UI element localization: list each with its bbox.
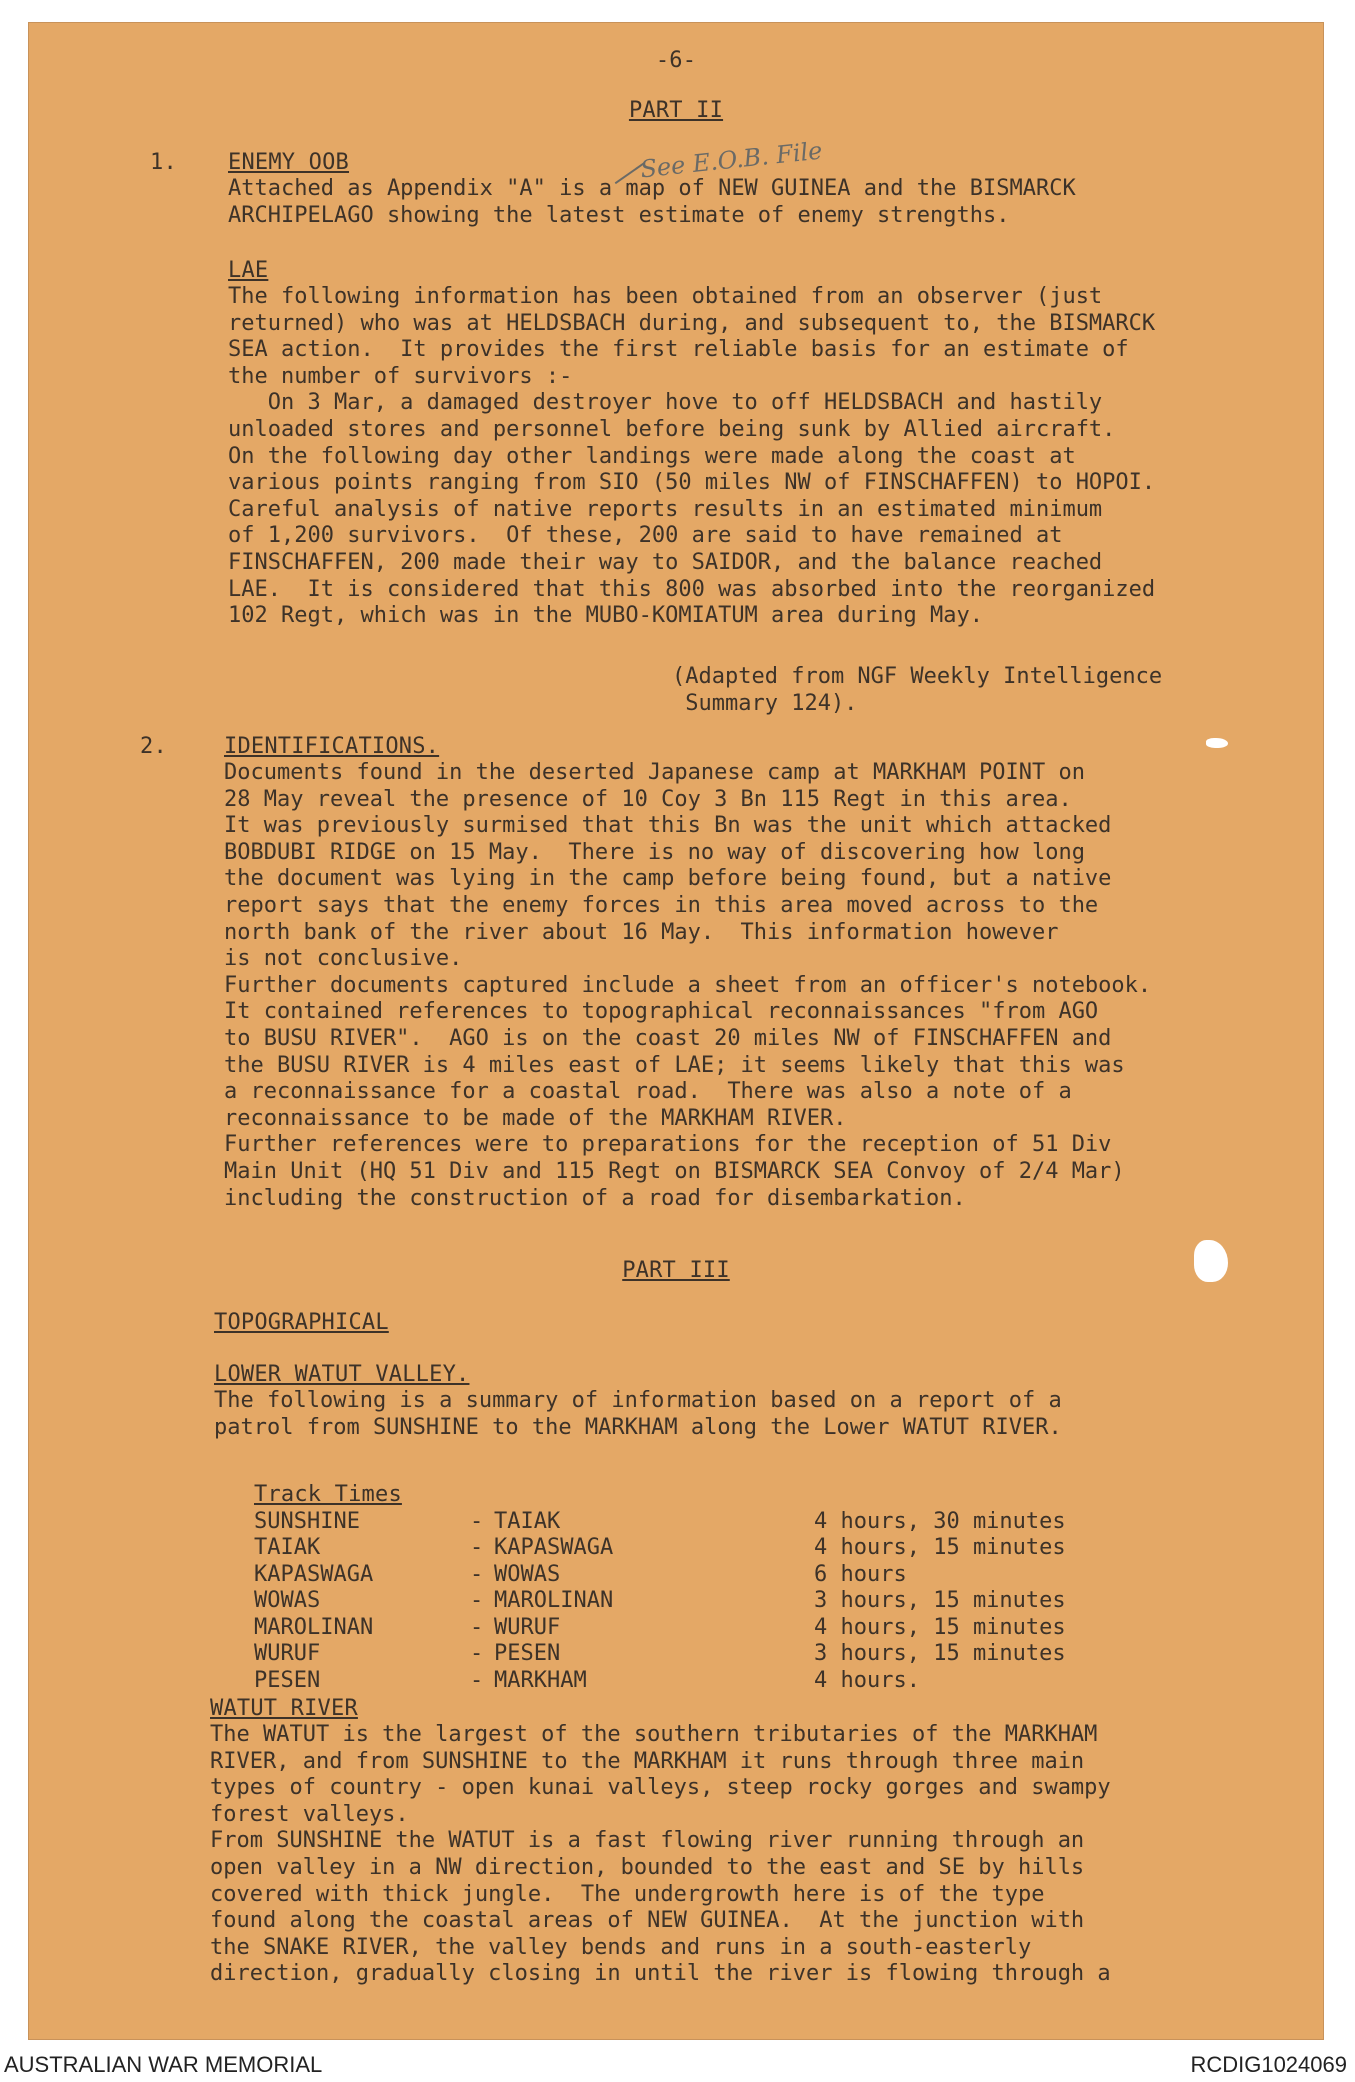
lae-source [672, 664, 1162, 717]
track-to: KAPASWAGA [494, 1535, 614, 1561]
track-time: 4 hours. [814, 1667, 920, 1693]
text-line: open valley in a NW direction, bounded to the east and SE by hills [210, 1854, 1085, 1880]
track-from: PESEN [254, 1667, 321, 1693]
text-line: The WATUT is the largest of the southern tributaries of the MARKHAM [210, 1722, 1098, 1747]
track-to: WOWAS [494, 1561, 561, 1587]
text-line: covered with thick jungle. The undergrowth here is of the type [210, 1881, 1045, 1907]
text-line: forest valleys. [210, 1801, 409, 1827]
text-line: RIVER, and from SUNSHINE to the MARKHAM it runs through three main [210, 1748, 1085, 1774]
footer-id: RCDIG1024069 [1190, 2052, 1347, 2077]
track-to: PESEN [494, 1641, 561, 1667]
text-line: Summary 124). [672, 690, 858, 716]
track-to: WURUF [494, 1614, 561, 1640]
track-from: SUNSHINE [254, 1508, 360, 1534]
handwritten-annotation: See E.O.B. File [639, 136, 824, 184]
text-line: report says that the enemy forces in this area moved across to the [224, 892, 1099, 918]
text-line: types of country - open kunai valleys, steep rocky gorges and swampy [210, 1775, 1111, 1801]
text-line: reconnaissance to be made of the MARKHAM RIVER. [224, 1105, 847, 1131]
track-dash: - [470, 1561, 484, 1587]
text-line: From SUNSHINE the WATUT is a fast flowing river running through an [210, 1828, 1085, 1854]
track-time-row [254, 1535, 1114, 1562]
lae-heading: LAE [228, 258, 269, 283]
text-line: LAE. It is considered that this 800 was absorbed into the reorganized [228, 576, 1156, 602]
track-from: TAIAK [254, 1535, 321, 1561]
text-line: On 3 Mar, a damaged destroyer hove to off HELDSBACH and hastily [228, 390, 1103, 416]
track-time-row [254, 1667, 1114, 1694]
part-three-title: PART III [622, 1258, 730, 1283]
track-time: 3 hours, 15 minutes [814, 1641, 1066, 1667]
track-times-heading: Track Times [254, 1482, 402, 1507]
text-line: (Adapted from NGF Weekly Intelligence [672, 664, 1163, 689]
section-1-heading: ENEMY OOB [228, 150, 350, 175]
track-time: 4 hours, 15 minutes [814, 1535, 1066, 1561]
text-line: the BUSU RIVER is 4 miles east of LAE; it seems likely that this was [224, 1052, 1125, 1078]
section-2-heading: IDENTIFICATIONS. [224, 734, 440, 759]
watut-river-text [210, 1722, 1111, 1988]
text-line: of 1,200 survivors. Of these, 200 are said to have remained at [228, 523, 1063, 549]
text-line: found along the coastal areas of NEW GUINEA. At the junction with [210, 1908, 1085, 1934]
text-line: to BUSU RIVER". AGO is on the coast 20 miles NW of FINSCHAFFEN and [224, 1025, 1112, 1051]
watut-river-heading: WATUT RIVER [210, 1696, 358, 1721]
topographical-heading: TOPOGRAPHICAL [214, 1310, 389, 1335]
text-line: Main Unit (HQ 51 Div and 115 Regt on BISMARCK SEA Convoy of 2/4 Mar) [224, 1158, 1125, 1184]
text-line: The following information has been obtained from an observer (just [228, 284, 1103, 309]
lae-text [228, 284, 1155, 630]
text-line: SEA action. It provides the first reliable basis for an estimate of [228, 337, 1129, 363]
track-time-row [254, 1614, 1114, 1641]
text-line: direction, gradually closing in until the river is flowing through a [210, 1961, 1111, 1987]
text-line: is not conclusive. [224, 946, 463, 972]
track-dash: - [470, 1641, 484, 1667]
text-line: unloaded stores and personnel before being sunk by Allied aircraft. [228, 416, 1116, 442]
paper-hole [1194, 1240, 1228, 1282]
track-from: MAROLINAN [254, 1614, 374, 1640]
text-line: ARCHIPELAGO showing the latest estimate of enemy strengths. [228, 202, 1010, 228]
section-2-number: 2. [140, 734, 167, 759]
text-line: the number of survivors :- [228, 363, 573, 389]
text-line: returned) who was at HELDSBACH during, and subsequent to, the BISMARCK [228, 310, 1156, 336]
paper-tear [1206, 738, 1228, 748]
track-to: MAROLINAN [494, 1588, 614, 1614]
track-time: 4 hours, 15 minutes [814, 1614, 1066, 1640]
track-from: WOWAS [254, 1588, 321, 1614]
text-line: various points ranging from SIO (50 miles NW of FINSCHAFFEN) to HOPOI. [228, 470, 1156, 496]
track-dash: - [470, 1588, 484, 1614]
text-line: Further documents captured include a sheet from an officer's notebook. [224, 972, 1152, 998]
page-number: -6- [655, 48, 697, 73]
text-line: patrol from SUNSHINE to the MARKHAM along the Lower WATUT RIVER. [214, 1414, 1062, 1440]
footer-source: AUSTRALIAN WAR MEMORIAL [4, 2052, 323, 2077]
document-page [28, 22, 1324, 2040]
track-dash: - [470, 1535, 484, 1561]
track-to: MARKHAM [494, 1667, 587, 1693]
track-dash: - [470, 1614, 484, 1640]
part-two-title: PART II [628, 98, 724, 123]
text-line: the SNAKE RIVER, the valley bends and runs in a south-easterly [210, 1934, 1032, 1960]
track-from: WURUF [254, 1641, 321, 1667]
text-line: Attached as Appendix "A" is a map of NEW GUINEA and the BISMARCK [228, 176, 1076, 201]
text-line: Further references were to preparations for the reception of 51 Div [224, 1132, 1112, 1158]
track-times-table [254, 1508, 1114, 1694]
track-time-row [254, 1588, 1114, 1615]
track-time: 6 hours [814, 1561, 907, 1587]
text-line: the document was lying in the camp before being found, but a native [224, 866, 1112, 892]
track-dash: - [470, 1508, 484, 1534]
track-time: 4 hours, 30 minutes [814, 1508, 1066, 1534]
text-line: FINSCHAFFEN, 200 made their way to SAIDOR, and the balance reached [228, 549, 1103, 575]
section-1-text [228, 176, 1076, 229]
section-1-number: 1. [150, 150, 177, 175]
track-time-row [254, 1561, 1114, 1588]
track-dash: - [470, 1667, 484, 1693]
text-line: a reconnaissance for a coastal road. There was also a note of a [224, 1079, 1072, 1105]
text-line: 102 Regt, which was in the MUBO-KOMIATUM area during May. [228, 603, 983, 629]
text-line: The following is a summary of information based on a report of a [214, 1388, 1062, 1413]
text-line: BOBDUBI RIDGE on 15 May. There is no way of discovering how long [224, 839, 1085, 865]
text-line: north bank of the river about 16 May. This information however [224, 919, 1059, 945]
text-line: Careful analysis of native reports results in an estimated minimum [228, 496, 1103, 522]
text-line: Documents found in the deserted Japanese camp at MARKHAM POINT on [224, 760, 1085, 785]
track-time: 3 hours, 15 minutes [814, 1588, 1066, 1614]
watut-valley-text [214, 1388, 1062, 1441]
track-time-row [254, 1641, 1114, 1668]
track-from: KAPASWAGA [254, 1561, 374, 1587]
watut-valley-heading: LOWER WATUT VALLEY. [214, 1362, 470, 1387]
section-2-text [224, 760, 1151, 1212]
text-line: On the following day other landings were made along the coast at [228, 443, 1076, 469]
track-to: TAIAK [494, 1508, 561, 1534]
text-line: It contained references to topographical reconnaissances "from AGO [224, 999, 1099, 1025]
track-time-row [254, 1508, 1114, 1535]
text-line: 28 May reveal the presence of 10 Coy 3 Bn 115 Regt in this area. [224, 786, 1072, 812]
text-line: including the construction of a road for disembarkation. [224, 1185, 966, 1211]
text-line: It was previously surmised that this Bn was the unit which attacked [224, 813, 1112, 839]
